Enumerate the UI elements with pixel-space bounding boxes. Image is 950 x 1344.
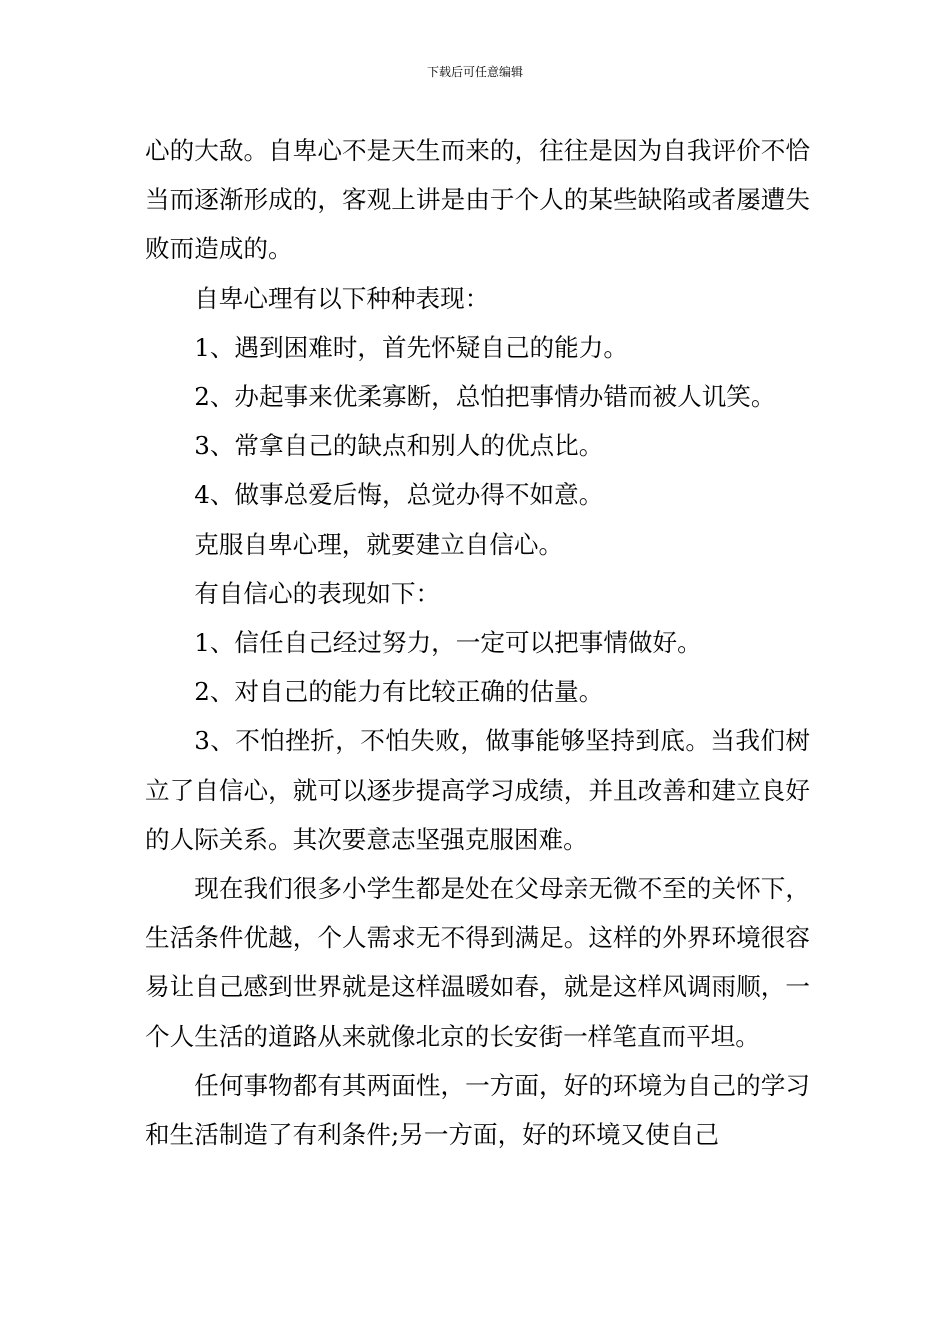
list-item: 2、对自己的能力有比较正确的估量。	[194, 677, 604, 707]
list-item: 1、遇到困难时，首先怀疑自己的能力。	[194, 332, 628, 362]
page-header: 下载后可任意编辑	[426, 65, 523, 79]
paragraph: 任何事物都有其两面性，一方面，好的环境为自己的学习和生活制造了有利条件;另一方面，好的环境又使自己	[145, 1070, 810, 1150]
paragraph: 有自信心的表现如下：	[194, 578, 441, 608]
paragraph: 克服自卑心理，就要建立自信心。	[194, 529, 564, 559]
paragraph: 自卑心理有以下种种表现：	[194, 283, 490, 313]
list-item: 1、信任自己经过努力，一定可以把事情做好。	[194, 628, 702, 658]
list-item: 2、办起事来优柔寡断，总怕把事情办错而被人讥笑。	[194, 382, 776, 412]
list-item: 3、常拿自己的缺点和别人的优点比。	[194, 431, 604, 461]
list-item: 3、不怕挫折，不怕失败，做事能够坚持到底。当我们树立了自信心，就可以逐步提高学习成绩，并且改善和建立良好的人际关系。其次要意志坚强克服困难。	[145, 726, 810, 854]
paragraph: 现在我们很多小学生都是处在父母亲无微不至的关怀下，生活条件优越，个人需求无不得到满足。这样的外界环境很容易让自己感到世界就是这样温暖如春，就是这样风调雨顺，一个人生活的道路从来就像北京的长安街一样笔直而平坦。	[145, 874, 810, 1051]
paragraph: 心的大敌。自卑心不是天生而来的，往往是因为自我评价不恰当而逐渐形成的，客观上讲是由于个人的某些缺陷或者屡遭失败而造成的。	[145, 136, 810, 264]
document-body	[145, 126, 810, 1159]
list-item: 4、做事总爱后悔，总觉办得不如意。	[194, 480, 604, 510]
